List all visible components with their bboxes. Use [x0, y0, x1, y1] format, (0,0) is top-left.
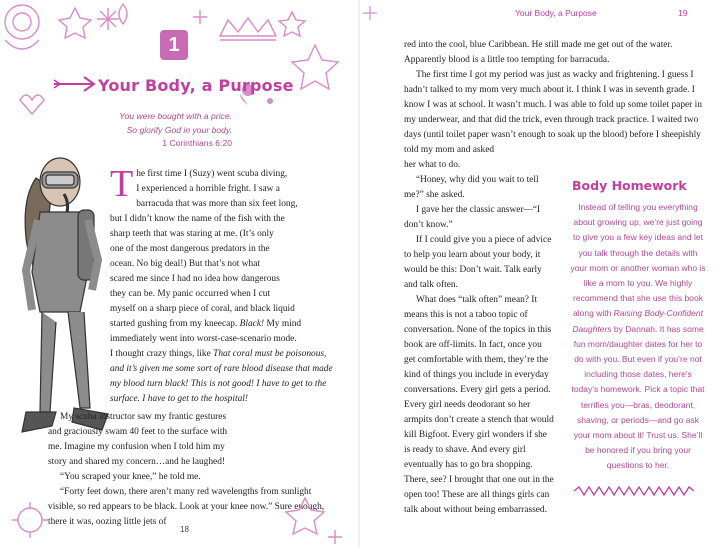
decorative-doodles [0, 0, 360, 120]
body-line: he first time I (Suzy) went scuba diving, [136, 169, 288, 179]
body-paragraph: I gave her the classic answer—“I don’t know.” [404, 205, 541, 230]
running-head: Your Body, a Purpose [515, 8, 597, 18]
body-line: they can be. My panic occurred when I cut [110, 289, 271, 299]
body-line: but I didn’t know the name of the fish with the [110, 214, 285, 224]
body-line: one of the most dangerous predators in the [110, 244, 270, 254]
body-line: immediately went into worst-case-scenario mode. [110, 334, 297, 344]
body-line: I experienced a horrible fright. I saw a [136, 184, 280, 194]
body-paragraph: her what to do. [404, 160, 461, 170]
header-doodles [360, 0, 720, 40]
chapter-number-badge: 1 [160, 30, 188, 60]
drop-cap: T [110, 163, 134, 205]
sidebar-text: by Dannah. It has some fun mom/daughter dates for her to do with you. But even if you’re not including those dates, here’s today’s homework. Pick a topic that terrifies you—bras, deodorant, shaving, or periods—and go ask your mom about it! Trust us. She’ll be honored if you bring your questions to her. [571, 323, 705, 471]
epigraph-line-1: You were bought with a price. [119, 111, 232, 121]
body-line: myself on a sharp piece of coral, and black liquid [110, 304, 295, 314]
quote-scraped-knee: “You scraped your knee,” he told me. [60, 472, 201, 482]
body-line: barracuda that was more than six feet long, [136, 199, 298, 209]
body-paragraph: red into the cool, blue Caribbean. He still made me get out of the water. Apparently blood is a little too tempting for barracuda. [404, 40, 673, 65]
body-line: I thought crazy things, like [110, 349, 211, 359]
emphasis-black: Black! [239, 319, 265, 329]
body-line: story and shared my concern…and he laughed! [48, 457, 226, 467]
body-line: scared me since I had no idea how dangerous [110, 274, 280, 284]
epigraph [100, 110, 232, 151]
sidebar-text: Instead of telling you everything about growing up, we’re just going to give you a few key ideas and let you talk through the details with your mom or another woman who is like a mom to you. We highly recommend that she use this book along with [570, 202, 706, 319]
chapter-title: Your Body, a Purpose [98, 76, 294, 95]
italic-thoughts: That coral must be poisonous, and it’s given me some sort of rare blood disease that made my blood turn black! This is not good! I have to get to the surface. I have to get to the hospital! [110, 349, 333, 404]
body-paragraph: If I could give you a piece of advice to help you learn about your body, it would be this: Don’t wait. Talk early and talk often. [404, 235, 552, 290]
arrow-icon [52, 71, 98, 97]
page-number: 19 [678, 8, 688, 18]
right-page [360, 0, 720, 548]
body-paragraph: The first time I got my period was just as wacky and frightening. I guess I hadn’t talked to my mom very much about it. I think I was in seventh grade. I know I was at school. It wasn’t much. I was able to fold up some toilet paper in my underwear, and that did the trick, even through track practice. I waited two days (until toilet paper wasn’t enough to soak up the blood) before I sheepishly told my mom and asked [404, 70, 702, 155]
body-line: My scuba instructor saw my frantic gestures [60, 412, 227, 422]
right-body-text [404, 38, 706, 158]
sidebar-title: Body Homework [572, 178, 687, 193]
body-line: me. Imagine my confusion when I told him my [48, 442, 225, 452]
epigraph-line-2: So glorify God in your body. [126, 124, 232, 135]
body-line: ocean. No big deal!) But that’s not what [110, 259, 260, 269]
sidebar-book-title: Raising Body-Confident Daughters [572, 308, 703, 334]
body-line: and graciously swam 40 feet to the surface with [48, 427, 228, 437]
body-line: started gushing from my kneecap. [110, 319, 238, 329]
body-paragraph: “Honey, why did you wait to tell me?” she asked. [404, 175, 539, 200]
body-line: My mind [266, 319, 302, 329]
quote-forty-feet: “Forty feet down, there aren’t many red wavelengths from sunlight visible, so red appears to be black. Look at your knee now.” Sure enough, there it was, oozing little jets of [48, 487, 325, 527]
body-paragraph: What does “talk often” mean? It means this is not a taboo topic of conversation. None of the topics in this book are off-limits. In fact, once you get comfortable with them, they’re the kind of things you include in everyday conversations. Every girl gets a period. Every girl needs deodorant so her armpits don’t create a stench that would kill Bigfoot. Every girl wonders if she is ready to shave. And every girl eventually has to go bra shopping. There, see? I brought that one out in the open too! These are all things girls can talk about without being embarrassed. [404, 295, 554, 515]
body-line: sharp teeth that was staring at me. (It’s only [110, 229, 274, 239]
zigzag-divider [574, 486, 694, 496]
sidebar-body [570, 200, 706, 474]
footer-doodles [0, 470, 360, 548]
epigraph-reference: 1 Corinthians 6:20 [162, 138, 232, 148]
right-body-text-narrow [404, 158, 554, 518]
page-number: 18 [180, 525, 189, 534]
left-body-text [110, 163, 338, 407]
